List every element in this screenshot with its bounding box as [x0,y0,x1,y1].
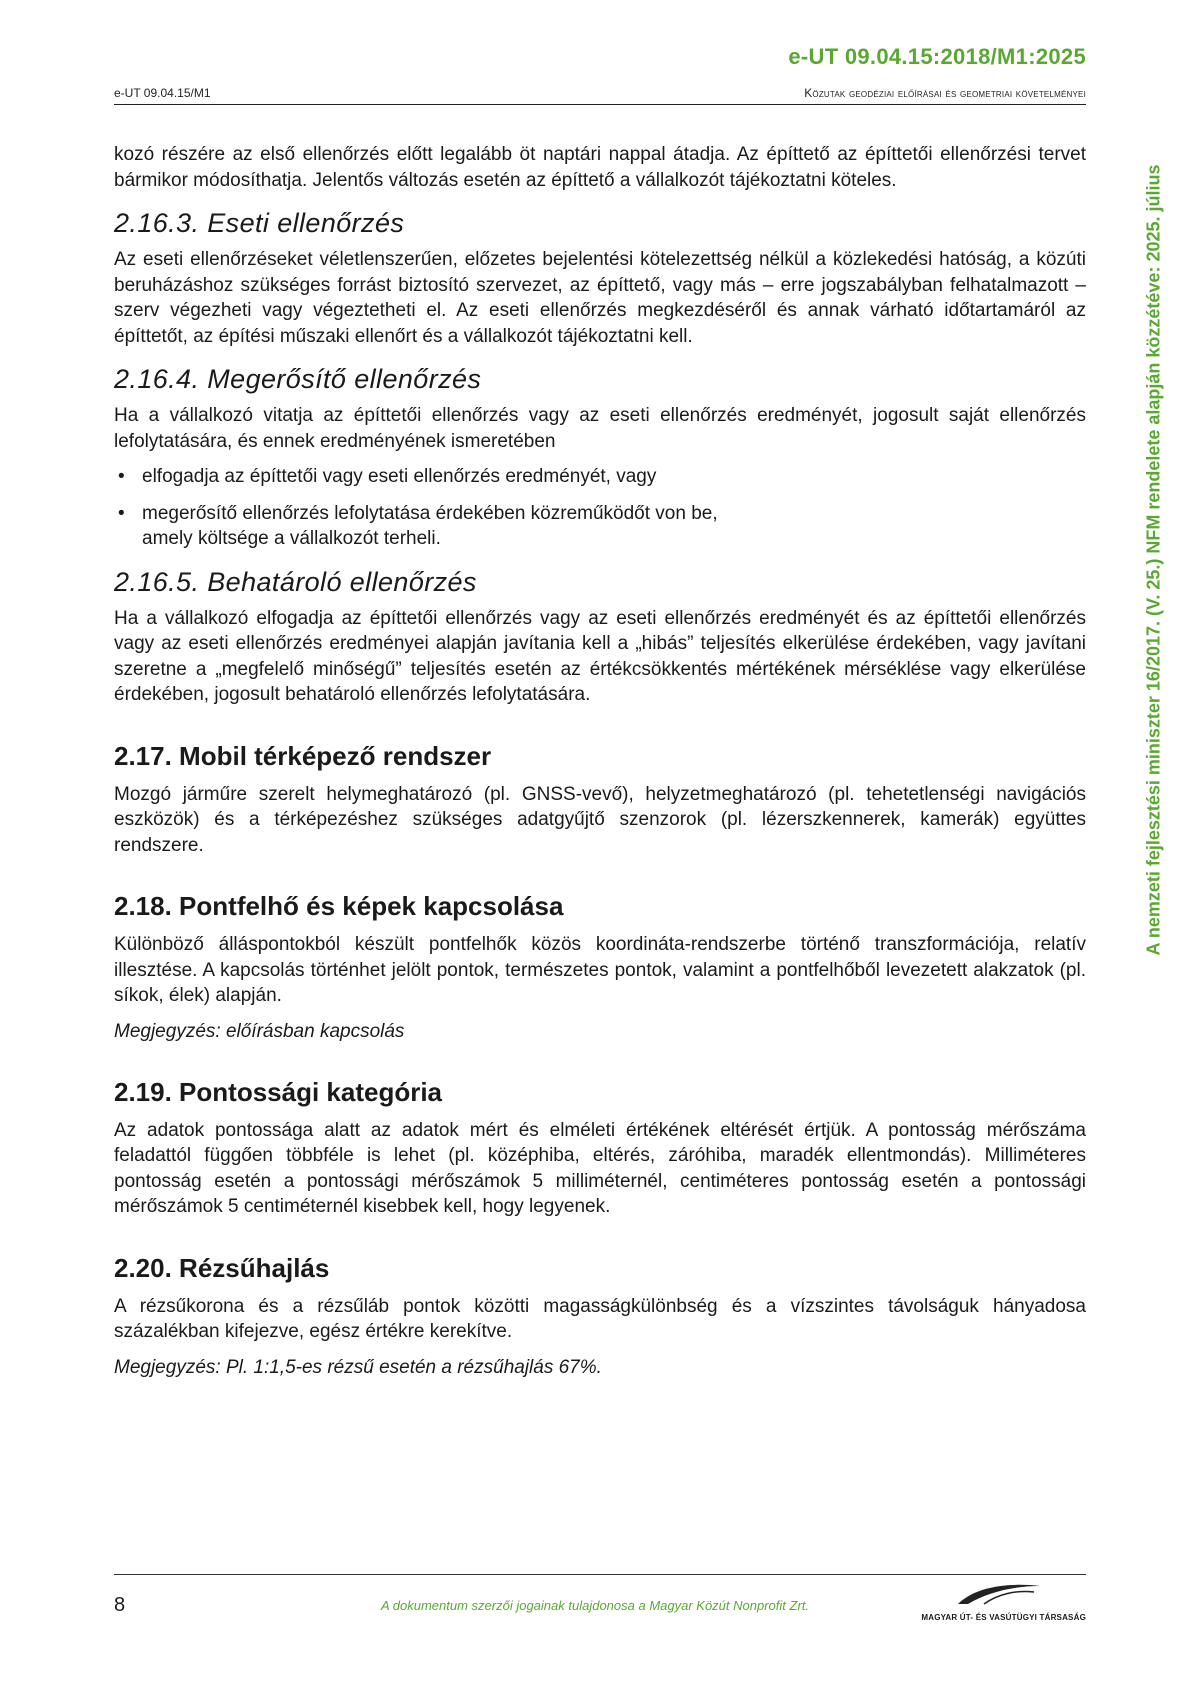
section-2-17-title: 2.17. Mobil térképező rendszer [114,740,492,771]
bullet-icon: • [118,502,125,524]
side-publication-note: A nemzeti fejlesztési miniszter 16/2017. (V. 25.) NFM rendelete alapján közzétéve: 2025. július [1143,164,1164,956]
section-2-20-title: 2.20. Rézsűhajlás [114,1252,330,1283]
page-number: 8 [114,1594,126,1616]
bullet-icon: • [118,466,125,487]
header-right-label: Közutak geodéziai előírásai és geometriai követelményei [804,86,1086,100]
section-2-18-text: Különböző álláspontokból készült pontfelhők közös koordináta-rendszerbe történő transzformációja, relatív illesztése. A kapcsolás történhet jelölt pontok, természetes pontok, valamint a pontfelhőből levezetett alakzatok (pl. síkok, élek) alapján. [114,934,1086,1006]
list-item-text: elfogadja az építtetői vagy eseti ellenőrzés eredményét, vagy [142,466,657,487]
header-left-label: e-UT 09.04.15/M1 [114,86,211,100]
society-logo [914,1580,1086,1622]
section-2-19-text: Az adatok pontossága alatt az adatok mért és elméleti értékének eltérését értjük. A pontosság mérőszáma feladattól függően többféle is lehet (pl. középhiba, eltérés, záróhiba, maradék ellentmondás). Milliméteres pontosság esetén a pontossági mérőszámok 5 milliméternél, centiméteres pontosság esetén a pontossági mérőszámok 5 centiméternél kisebbek kell, hogy legyenek. [114,1119,1086,1217]
document-code: e-UT 09.04.15:2018/M1:2025 [788,44,1086,69]
section-2-20-note: Megjegyzés: Pl. 1:1,5-es rézsű esetén a rézsűhajlás 67%. [114,1356,602,1378]
intro-paragraph: kozó részére az első ellenőrzés előtt legalább öt naptári nappal átadja. Az építtető az építtetői ellenőrzési tervet bármikor módosíthatja. Jelentős változás esetén az építtető a vállalkozót tájékoztatni köteles. [114,144,1086,191]
section-2-16-5-title: 2.16.5. Behatároló ellenőrzés [114,566,477,597]
section-2-16-4-title: 2.16.4. Megerősítő ellenőrzés [114,364,482,394]
list-item-text: megerősítő ellenőrzés lefolytatása érdekében közreműködőt von be, amely költsége a vállalkozót terheli. [142,502,718,549]
section-2-18-note: Megjegyzés: előírásban kapcsolás [114,1020,405,1042]
section-2-19-title: 2.19. Pontossági kategória [114,1076,443,1107]
header-divider [114,104,1086,105]
logo-text: MAGYAR ÚT- ÉS VASÚTÜGYI TÁRSASÁG [921,1613,1086,1622]
section-2-16-4-text: Ha a vállalkozó vitatja az építtetői ellenőrzés vagy az eseti ellenőrzés eredményét, jogosult saját ellenőrzés lefolytatására, és ennek eredményének ismeretében [114,405,1086,452]
section-2-16-5-text: Ha a vállalkozó elfogadja az építtetői ellenőrzés vagy az eseti ellenőrzés eredményét és az építtetői ellenőrzés vagy az eseti ellenőrzés eredményei alapján javítania kell a „hibás” teljesítés elkerülése érdekében, vagy javítani szeretne a „megfelelő minőségű” teljesítés esetén az értékcsökkentés mértékének mérséklése vagy elkerülése érdekében, jogosult behatároló ellenőrzés lefolytatására. [114,607,1086,705]
copyright-note: A dokumentum szerzői jogainak tulajdonosa a Magyar Közút Nonprofit Zrt. [380,1598,809,1613]
logo-swoosh-icon [954,1580,1044,1606]
section-2-17-text: Mozgó járműre szerelt helymeghatározó (pl. GNSS-vevő), helyzetmeghatározó (pl. tehetetlenségi navigációs eszközök) és a térképezéshez szükséges adatgyűjtő szenzorok (pl. lézerszkennerek, kamerák) együttes rendszere. [114,783,1086,856]
section-2-16-4-list [114,464,1086,552]
section-2-16-3-text: Az eseti ellenőrzéseket véletlenszerűen, előzetes bejelentési kötelezettség nélkül a közlekedési hatóság, a közúti beruházáshoz szükséges forrást biztosító szervezet, az építtető, vagy más – erre jogszabályban felhatalmazott – szerv végezheti vagy végeztetheti el. Az eseti ellenőrzés megkezdéséről és annak várható időtartamáról az építtetőt, az építési műszaki ellenőrt és a vállalkozót tájékoztatni kell. [114,249,1086,347]
footer-divider [114,1574,1086,1575]
page-content [114,142,1086,1394]
section-2-18-title: 2.18. Pontfelhő és képek kapcsolása [114,891,564,921]
list-item [114,501,1086,552]
section-2-16-3-title: 2.16.3. Eseti ellenőrzés [114,208,405,238]
section-2-20-text: A rézsűkorona és a rézsűláb pontok közötti magasságkülönbség és a vízszintes távolságuk hányadosa százalékban kifejezve, egész értékre kerekítve. [114,1295,1086,1342]
list-item [114,464,1086,490]
